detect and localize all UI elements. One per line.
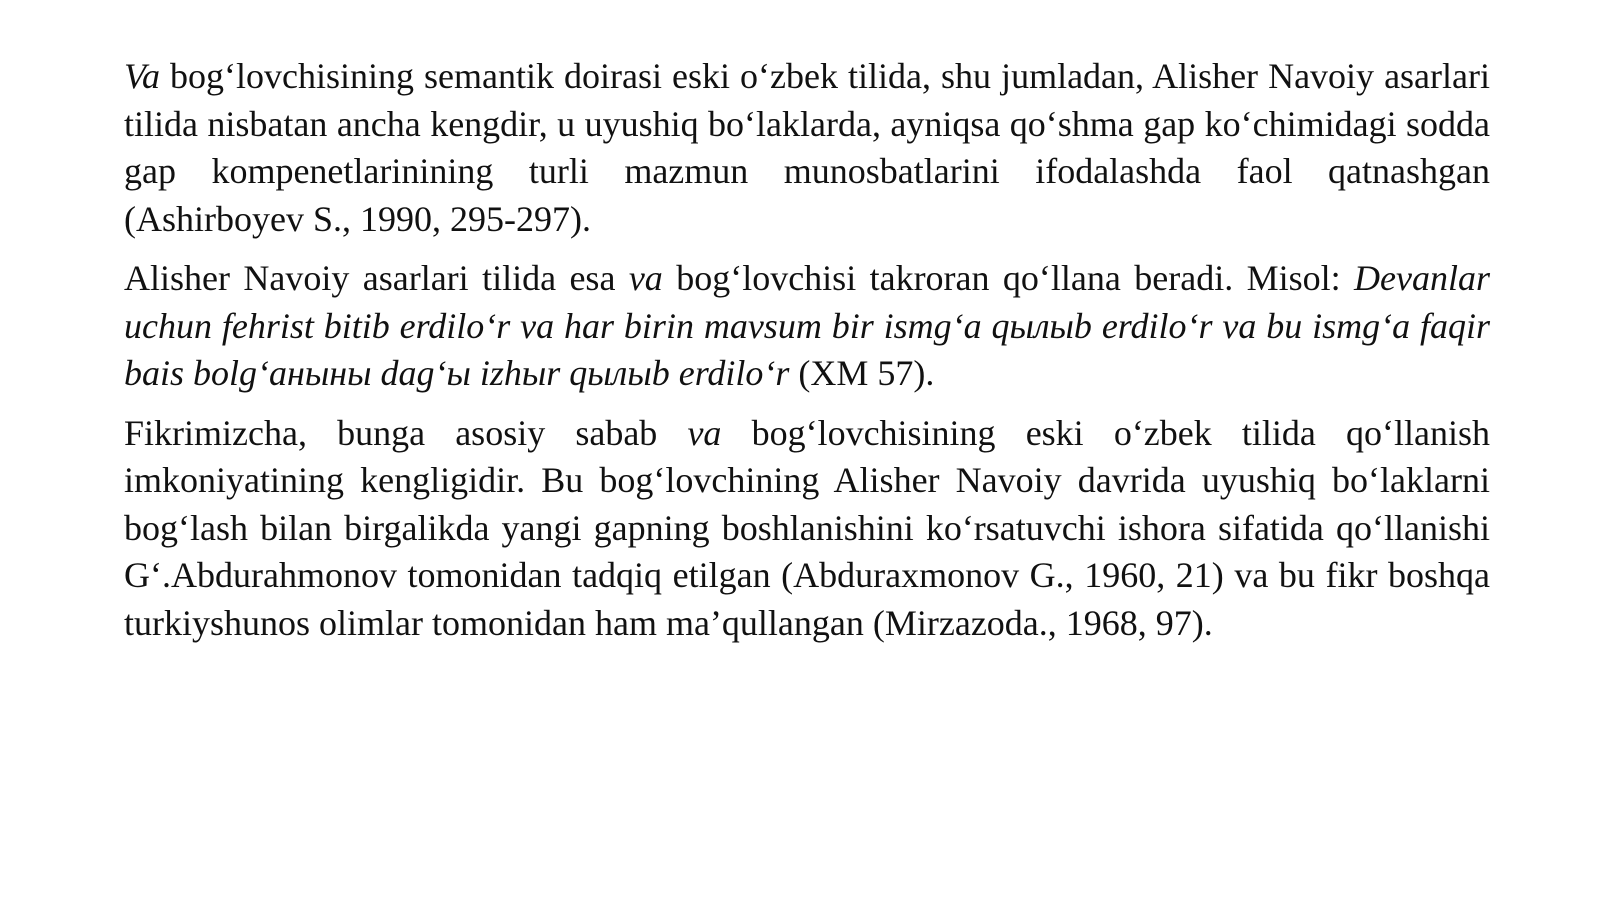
italic-term-va: va: [628, 258, 663, 298]
paragraph-2: [124, 255, 1490, 398]
italic-term-va: Va: [124, 56, 160, 96]
paragraph-text: bog‘lovchisining semantik doirasi eski o‘zbek tilida, shu jumladan, Alisher Navoiy asarlari tilida nisbatan ancha kengdir, u uyushiq bo‘laklarda, ayniqsa qo‘shma gap ko‘chimidagi sodda gap kompenetlarinining turli mazmun munosbatlarini ifodalashda faol qatnashgan (Ashirboyev S., 1990, 295-297).: [124, 56, 1490, 239]
paragraph-1: [124, 53, 1490, 243]
paragraph-3: [124, 410, 1490, 648]
paragraph-text: bog‘lovchisining eski o‘zbek tilida qo‘llanish imkoniyatining kengligidir. Bu bog‘lovchining Alisher Navoiy davrida uyushiq bo‘laklarni bog‘lash bilan birgalikda yangi gapning boshlanishini ko‘rsatuvchi ishora sifatida qo‘llanishi G‘.Abdurahmonov tomonidan tadqiq etilgan (Abduraxmonov G., 1960, 21) va bu fikr boshqa turkiyshunos olimlar tomonidan ham ma’qullangan (Mirzazoda., 1968, 97).: [124, 412, 1491, 643]
italic-term-va: va: [687, 412, 722, 453]
citation: (XM 57).: [789, 353, 935, 393]
paragraph-text: Alisher Navoiy asarlari tilida esa: [124, 258, 629, 298]
paragraph-text: bog‘lovchisi takroran qo‘llana beradi. Misol:: [662, 258, 1355, 298]
paragraph-text: Fikrimizcha, bunga asosiy sabab: [124, 412, 688, 453]
italic-quotation: Devanlar uchun fehrist bitib erdilo‘r va har birin mavsum bir ismg‘a qылыb erdilo‘r va bu ismg‘a faqir bais bolg‘aныны dag‘ы izhыr qылыb erdilo‘r: [124, 258, 1490, 393]
